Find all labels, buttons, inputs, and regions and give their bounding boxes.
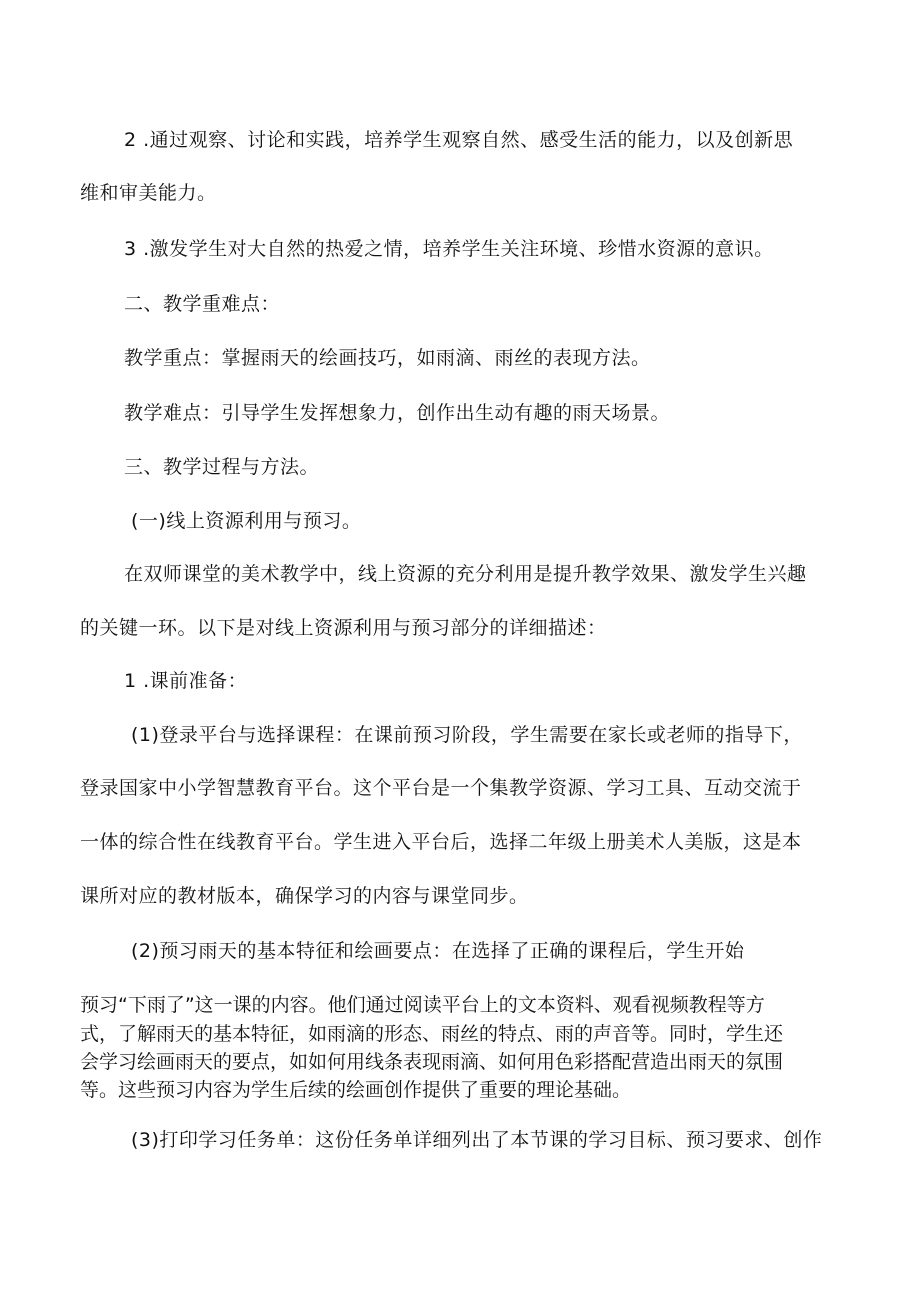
- paragraph-step-2-line-3: 式，了解雨天的基本特征，如雨滴的形态、雨丝的特点、雨的声音等。同时，学生还: [80, 1023, 784, 1045]
- paragraph-goal-3: 3 .激发学生对大自然的热爱之情，培养学生关注环境、珍惜水资源的意识。: [124, 238, 774, 260]
- paragraph-step-2-line-1: (2)预习雨天的基本特征和绘画要点：在选择了正确的课程后，学生开始: [131, 940, 745, 962]
- paragraph-step-1-line-3: 一体的综合性在线教育平台。学生进入平台后，选择二年级上册美术人美版，这是本: [80, 831, 802, 853]
- section-heading-key-points: 二、教学重难点：: [124, 293, 281, 315]
- paragraph-difficult-point: 教学难点：引导学生发挥想象力，创作出生动有趣的雨天场景。: [124, 402, 671, 424]
- paragraph-step-3-line-1: (3)打印学习任务单：这份任务单详细列出了本节课的学习目标、预习要求、创作: [131, 1129, 823, 1151]
- section-heading-process: 三、教学过程与方法。: [124, 456, 320, 478]
- paragraph-step-1-line-2: 登录国家中小学智慧教育平台。这个平台是一个集教学资源、学习工具、互动交流于: [80, 777, 802, 799]
- paragraph-intro-line-2: 的关键一环。以下是对线上资源利用与预习部分的详细描述：: [80, 617, 607, 639]
- item-heading-preparation: 1 .课前准备：: [124, 670, 248, 692]
- paragraph-step-2-line-4: 会学习绘画雨天的要点，如如何用线条表现雨滴、如何用色彩搭配营造出雨天的氛围: [80, 1051, 784, 1073]
- paragraph-step-2-line-2: 预习“下雨了”这一课的内容。他们通过阅读平台上的文本资料、观看视频教程等方: [80, 994, 765, 1016]
- paragraph-step-1-line-4: 课所对应的教材版本，确保学习的内容与课堂同步。: [80, 885, 529, 907]
- paragraph-key-point: 教学重点：掌握雨天的绘画技巧，如雨滴、雨丝的表现方法。: [124, 347, 651, 369]
- paragraph-step-1-line-1: (1)登录平台与选择课程：在课前预习阶段，学生需要在家长或老师的指导下，: [131, 724, 803, 746]
- paragraph-goal-2-line-2: 维和审美能力。: [80, 182, 217, 204]
- paragraph-intro-line-1: 在双师课堂的美术教学中，线上资源的充分利用是提升教学效果、激发学生兴趣: [124, 563, 807, 585]
- subsection-heading-online-resources: (一)线上资源利用与预习。: [131, 510, 362, 532]
- paragraph-step-2-line-5: 等。这些预习内容为学生后续的绘画创作提供了重要的理论基础。: [80, 1079, 632, 1101]
- paragraph-goal-2-line-1: 2 .通过观察、讨论和实践，培养学生观察自然、感受生活的能力，以及创新思: [124, 129, 794, 151]
